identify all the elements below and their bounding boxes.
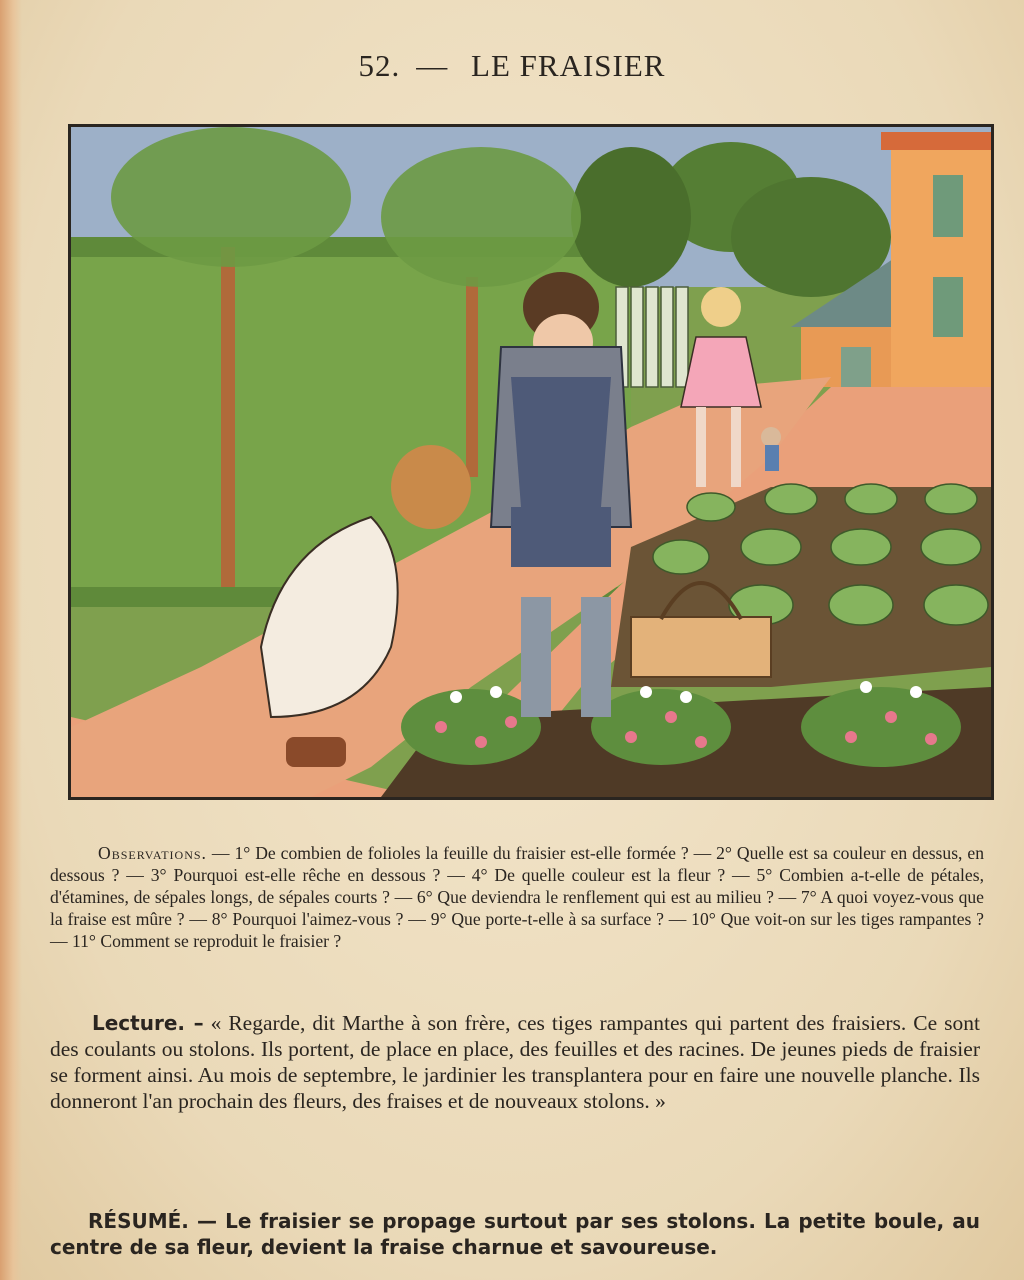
title-dash: —	[416, 48, 449, 83]
resume-paragraph	[50, 1208, 980, 1260]
annex-door	[841, 347, 871, 387]
lecture-paragraph	[50, 1010, 980, 1114]
observations-text: — 1° De combien de folioles la feuille du fraisier est-elle formée ? — 2° Quelle est sa couleur en dessus, en dessous ? — 3° Pourquoi est-elle rêche en dessous ? — 4° De quelle couleur est la fleur ? — 5° Combien a-t-elle de pétales, d'étamines, de sépales longs, de sépales courts ? — 6° Que deviendra le renflement qui est au milieu ? — 7° A quoi voyez-vous que la fraise est mûre ? — 8° Pourquoi l'aimez-vous ? — 9° Que porte-t-elle à sa surface ? — 10° Que voit-on sur les tiges rampantes ? — 11° Comment se reproduit le fraisier ?	[50, 843, 984, 951]
tree-trunk	[466, 277, 478, 477]
observations-label: Observations.	[98, 843, 207, 863]
garden-illustration	[68, 124, 994, 800]
tree-trunk	[221, 247, 235, 587]
resume-text: — Le fraisier se propage surtout par ses stolons. La petite boule, au centre de sa fleur, devient la fraise charnue et savoureuse.	[50, 1209, 981, 1259]
house-window	[933, 175, 963, 237]
house-window	[933, 277, 963, 337]
lesson-title: LE FRAISIER	[471, 48, 666, 83]
tree-foliage	[381, 147, 581, 287]
garden-fence	[616, 287, 688, 387]
observations-paragraph	[50, 842, 984, 952]
garden-scene-svg	[71, 127, 991, 797]
far-tree	[571, 147, 691, 287]
page-binding-edge	[0, 0, 22, 1280]
resume-label: RÉSUMÉ.	[88, 1209, 189, 1233]
tree-foliage	[111, 127, 351, 267]
page-title	[0, 48, 1024, 84]
house-roof	[881, 132, 991, 150]
lecture-label: Lecture. –	[92, 1011, 204, 1035]
lecture-text: « Regarde, dit Marthe à son frère, ces tiges rampantes qui partent des fraisiers. Ce sont des coulants ou stolons. Ils portent, de place en place, des feuilles et des racines. De jeunes pieds de fraisier se forment ainsi. Au mois de septembre, le jardinier les transplantera pour en faire une nouvelle planche. Ils donneront l'an prochain des fleurs, des fraises et de nouveaux stolons. »	[50, 1011, 981, 1113]
lesson-number: 52.	[358, 48, 401, 83]
